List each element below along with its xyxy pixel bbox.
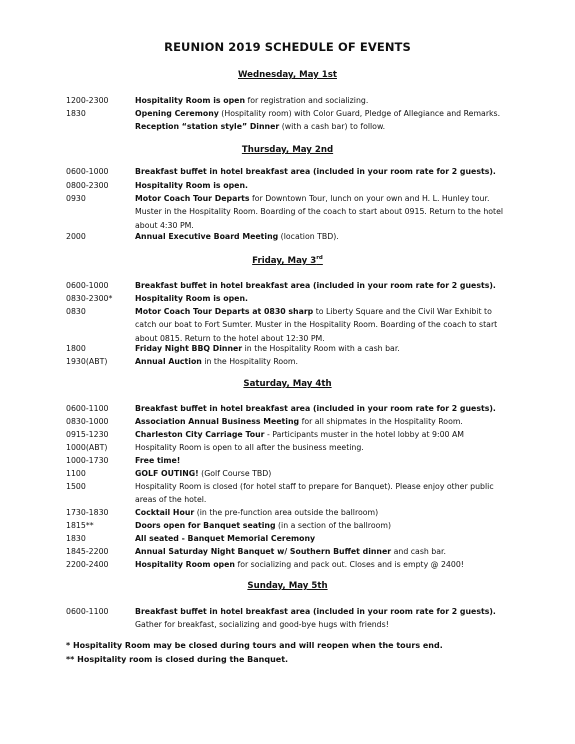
event-time: 0830-2300* [66,294,113,303]
event-time: 0600-1000 [66,167,109,176]
event-description: Hospitality Room is open. [135,181,248,190]
event-time: 0830 [66,307,86,316]
event-description: Hospitality Room is closed (for hotel staff to prepare for Banquet). Please enjoy other public areas of the hotel. [135,482,494,505]
event-time: 1000-1730 [66,456,109,465]
event-time: 1000(ABT) [66,443,108,452]
footnote-tours: * Hospitality Room may be closed during tours and will reopen when the tours end. [66,641,443,650]
event-description: Hospitality Room is open for registration and socializing. [135,96,369,105]
event-time: 0600-1100 [66,404,109,413]
event-description: Opening Ceremony (Hospitality room) with Color Guard, Pledge of Allegiance and Remarks. Reception “station style” Dinner (with a cash bar) to follow. [135,109,501,132]
day-heading-sunday: Sunday, May 5th [247,581,328,591]
event-description: Annual Auction in the Hospitality Room. [135,357,299,366]
event-description: Hospitality Room open for socializing and pack out. Closes and is empty @ 2400! [135,560,464,569]
event-description: Motor Coach Tour Departs for Downtown Tour, lunch on your own and H. L. Hunley tour. Muster in the Hospitality Room. Boarding of the coach to start about 0915. Return to the hotel about 4:30 PM. [135,194,504,230]
event-description: All seated - Banquet Memorial Ceremony [135,534,316,543]
event-description: GOLF OUTING! (Golf Course TBD) [135,469,272,478]
event-description: Cocktail Hour (in the pre-function area outside the ballroom) [135,508,379,517]
event-time: 0600-1100 [66,607,109,616]
event-time: 1830 [66,534,86,543]
event-time: 1815** [66,521,94,530]
event-description: Association Annual Business Meeting for all shipmates in the Hospitality Room. [135,417,463,426]
event-time: 0800-2300 [66,181,109,190]
event-time: 2200-2400 [66,560,109,569]
event-time: 2000 [66,232,86,241]
event-description: Friday Night BBQ Dinner in the Hospitality Room with a cash bar. [135,344,400,353]
event-time: 1730-1830 [66,508,109,517]
event-description: Charleston City Carriage Tour - Participants muster in the hotel lobby at 9:00 AM [135,430,465,439]
event-description: Motor Coach Tour Departs at 0830 sharp to Liberty Square and the Civil War Exhibit to catch our boat to Fort Sumter. Muster in the Hospitality Room. Boarding of the coach to start about 0815. Return to the hotel about 12:30 PM. [135,307,498,343]
event-description: Breakfast buffet in hotel breakfast area (included in your room rate for 2 guests). [135,167,496,176]
event-time: 1845-2200 [66,547,109,556]
event-time: 1100 [66,469,86,478]
page-title: REUNION 2019 SCHEDULE OF EVENTS [164,40,411,54]
event-time: 0830-1000 [66,417,109,426]
event-description: Annual Executive Board Meeting (location TBD). [135,232,339,241]
event-description: Breakfast buffet in hotel breakfast area (included in your room rate for 2 guests). [135,281,496,290]
event-description: Doors open for Banquet seating (in a section of the ballroom) [135,521,391,530]
event-time: 1800 [66,344,86,353]
event-time: 1200-2300 [66,96,109,105]
event-time: 0600-1000 [66,281,109,290]
event-description: Breakfast buffet in hotel breakfast area (included in your room rate for 2 guests). [135,404,496,413]
day-heading-saturday: Saturday, May 4th [243,379,332,389]
event-time: 1500 [66,482,86,491]
day-heading-thursday: Thursday, May 2nd [241,145,334,155]
event-time: 0915-1230 [66,430,109,439]
event-time: 1830 [66,109,86,118]
day-heading-friday: Friday, May 3rd [252,255,323,266]
day-heading-wednesday: Wednesday, May 1st [238,70,337,80]
event-description: Annual Saturday Night Banquet w/ Southern Buffet dinner and cash bar. [135,547,446,556]
footnote-banquet: ** Hospitality room is closed during the Banquet. [66,655,289,664]
event-description: Free time! [135,456,181,465]
event-description: Hospitality Room is open to all after the business meeting. [135,443,364,452]
event-description: Hospitality Room is open. [135,294,248,303]
event-time: 1930(ABT) [66,357,108,366]
event-description: Breakfast buffet in hotel breakfast area (included in your room rate for 2 guests). Gather for breakfast, socializing and good-bye hugs with friends! [135,607,496,630]
event-time: 0930 [66,194,86,203]
